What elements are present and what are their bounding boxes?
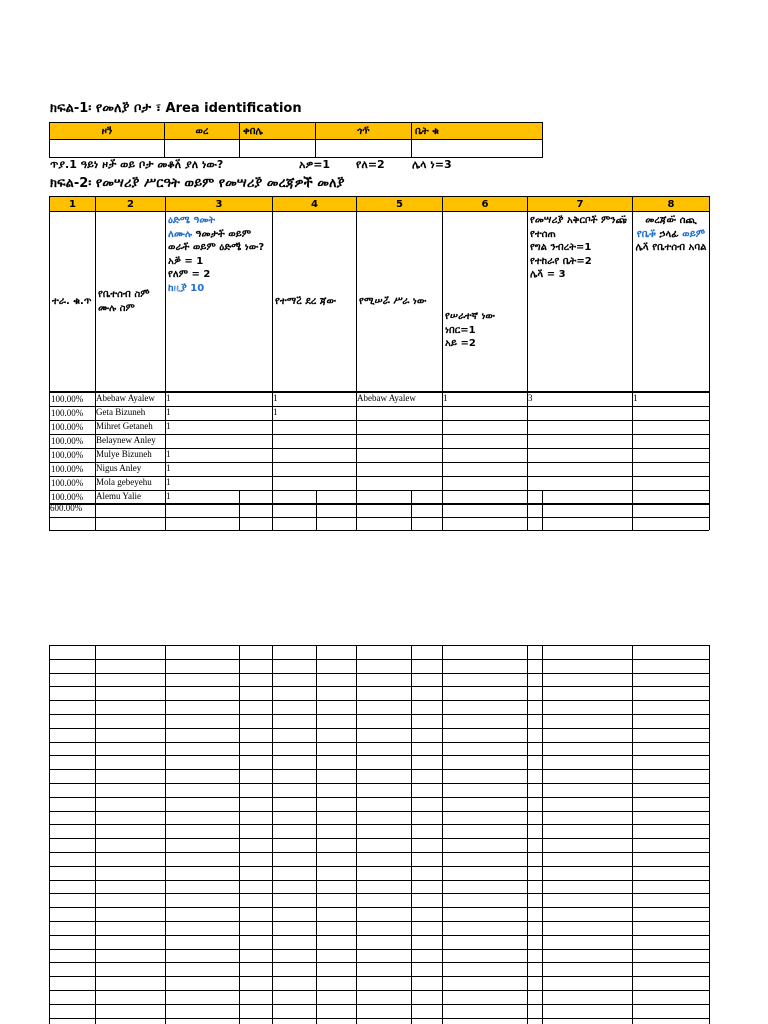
field-woreda-label: ወረ [165,123,240,140]
row-member-name[interactable]: Geta Bizuneh [96,407,146,417]
empty-grid-row-line [49,742,709,743]
row-member-name[interactable]: Mulye Bizuneh [96,449,152,459]
row-percentage: 100.00% [51,422,84,432]
question-1-text: ጥያ.1 ዓይነ ዞታ፟ ወይ ቦታ መቆለ፟ ያለ ነው? [50,158,224,171]
col-number-3: 3 [166,197,273,212]
row-percentage: 100.00% [51,394,84,404]
col-number-7: 7 [528,197,633,212]
empty-grid-row-line [49,866,709,867]
empty-grid-row-line [49,935,709,936]
total-percentage: 600.00% [50,503,83,513]
col-header-respondent-text-c: ሌላ፟ የቤተሰብ አባል [635,242,707,253]
col-header-age-blue-b: ለሙሉ [168,228,193,240]
section2-title: ክፍል-2፡ የመሣሪያ፟ ሥርዓት ወይም የመሣሪያ፟ መረጃዎች፟ መለያ፟ [50,176,345,191]
row-cell-c7[interactable]: 3 [528,393,533,403]
empty-grid-col-line [316,645,317,1024]
row-cell-c8[interactable]: 1 [633,393,638,403]
col-number-6: 6 [443,197,528,212]
empty-grid-row-line [49,645,709,646]
empty-grid-row-line [49,659,709,660]
empty-grid-row-line [49,852,709,853]
field-house-number-label: ቤት ቁ [412,123,543,140]
col-header-age-option-1: አዎ፟ = 1 [168,255,204,267]
row-cell-c3[interactable]: 1 [166,491,171,501]
empty-grid-row-line [49,893,709,894]
field-zone-label: ዞን፟ [50,123,165,140]
row-member-name[interactable]: Mihret Getaneh [96,421,153,431]
empty-grid-row-line [49,728,709,729]
empty-grid-col-line [272,645,273,1024]
question-1-option-yes: አዎ=1 [299,158,331,171]
col-header-respondent-text-b: ኃላፊ [659,228,679,240]
empty-grid-col-line [95,645,96,1024]
empty-grid-col-line [527,645,528,1024]
empty-grid-row-line [49,797,709,798]
row-percentage: 100.00% [51,478,84,488]
col-header-employment-line-2: ነበር=1 [445,324,476,336]
empty-grid-row-line [49,921,709,922]
field-kebele-label: ቀበሌ [240,123,316,140]
col-number-1: 1 [50,197,96,212]
empty-grid-row-line [49,907,709,908]
row-percentage: 100.00% [51,464,84,474]
question-1-option-no: የለ=2 [356,158,385,171]
empty-grid-col-line [165,645,166,1024]
row-member-name[interactable]: Nigus Anley [96,463,142,473]
row-cell-c3[interactable]: 1 [166,463,171,473]
row-percentage: 100.00% [51,492,84,502]
col-header-source-line-5: ሌላ፟ = 3 [530,269,566,280]
empty-grid-row-line [49,880,709,881]
question-1-option-other: ሌላ ነ=3 [412,158,452,171]
empty-grid-row-line [49,990,709,991]
col-number-5: 5 [357,197,443,212]
row-cell-c3[interactable]: 1 [166,407,171,417]
row-percentage: 100.00% [51,436,84,446]
empty-grid-col-line [239,645,240,1024]
row-cell-c4[interactable]: 1 [273,407,278,417]
empty-grid-row-line [49,949,709,950]
empty-grid-row-line [49,824,709,825]
empty-grid-row-line [49,962,709,963]
empty-grid-row-line [49,783,709,784]
empty-grid-col-line [632,645,633,1024]
empty-grid-row-line [49,769,709,770]
row-percentage: 100.00% [51,450,84,460]
empty-grid-col-line [542,645,543,1024]
col-header-age-text: ዓመታት፟ ወይም ወራት፟ ወይም ዕድሜ፟ ነው? [168,228,265,253]
row-cell-c3[interactable]: 1 [166,449,171,459]
empty-grid-col-line [411,645,412,1024]
empty-grid-row-line [49,700,709,701]
col-header-age-blue-a: ዕድሜ ዓመት [168,215,216,226]
col-header-source-line-4: የተከራየ ቤት=2 [530,255,592,267]
col-header-occupation: የሚሠራ፟፟ ሥራ ነው [357,212,443,392]
row-cell-c3[interactable]: 1 [166,393,171,403]
empty-grid-row-line [49,714,709,715]
empty-grid-row-line [49,976,709,977]
col-header-respondent-text-a: መረጃው፟ ሰጪ [645,215,697,226]
col-header-age-blue-c: ከዚያ፟ 10 [168,282,205,294]
col-number-2: 2 [96,197,166,212]
col-header-employment-line-1: የሠራተኛ ነው [445,311,496,323]
col-header-education: የተማረ፟፟ ደረ ጃው [273,212,357,392]
row-member-name[interactable]: Abebaw Ayalew [96,393,155,403]
col-header-name: የቤተሰብ ስም፟ ሙሉ ስም [96,212,166,392]
empty-grid-col-line [356,645,357,1024]
section1-title: ክፍል-1፡ የመለያ፟ ቦታ ፣ Area identification [50,101,302,116]
row-cell-c4[interactable]: 1 [273,393,278,403]
col-header-source-line-1: የመሣሪያ፟ አቅርቦት፟ ምንጩ፟ [530,215,627,226]
row-cell-c3[interactable]: 1 [166,477,171,487]
empty-grid-row-line [49,811,709,812]
row-member-name[interactable]: Belaynew Anley [96,435,156,445]
empty-grid-col-line [49,645,50,1024]
empty-grid-col-line [442,645,443,1024]
col-number-8: 8 [633,197,710,212]
col-header-employment-line-3: አይ =2 [445,338,476,350]
col-header-age-option-2: የለም = 2 [168,269,211,280]
col-header-source-line-3: የግል ንብረት=1 [530,242,592,253]
row-cell-c3[interactable]: 1 [166,421,171,431]
col-header-respondent-blue-a: የቤቱ፟ [636,228,656,240]
row-cell-c5[interactable]: Abebaw Ayalew [357,393,416,403]
col-number-4: 4 [273,197,357,212]
field-got-label: ጎጥ፟ [316,123,412,140]
empty-grid-row-line [49,838,709,839]
empty-grid-row-line [49,1004,709,1005]
col-header-source-line-2: የተሰጠ [530,228,556,240]
empty-grid-row-line [49,673,709,674]
row-member-name[interactable]: Mola gebeyehu [96,477,152,487]
row-member-name[interactable]: Alemu Yalie [96,491,141,501]
empty-grid-row-line [49,1018,709,1019]
row-cell-c6[interactable]: 1 [443,393,448,403]
col-header-serial: ተራ. ቁ.ጥ [50,212,96,392]
empty-grid-row-line [49,686,709,687]
col-header-respondent-blue-b: ወይም፟ [682,228,706,240]
row-percentage: 100.00% [51,408,84,418]
empty-grid-row-line [49,755,709,756]
empty-grid-col-line [709,645,710,1024]
